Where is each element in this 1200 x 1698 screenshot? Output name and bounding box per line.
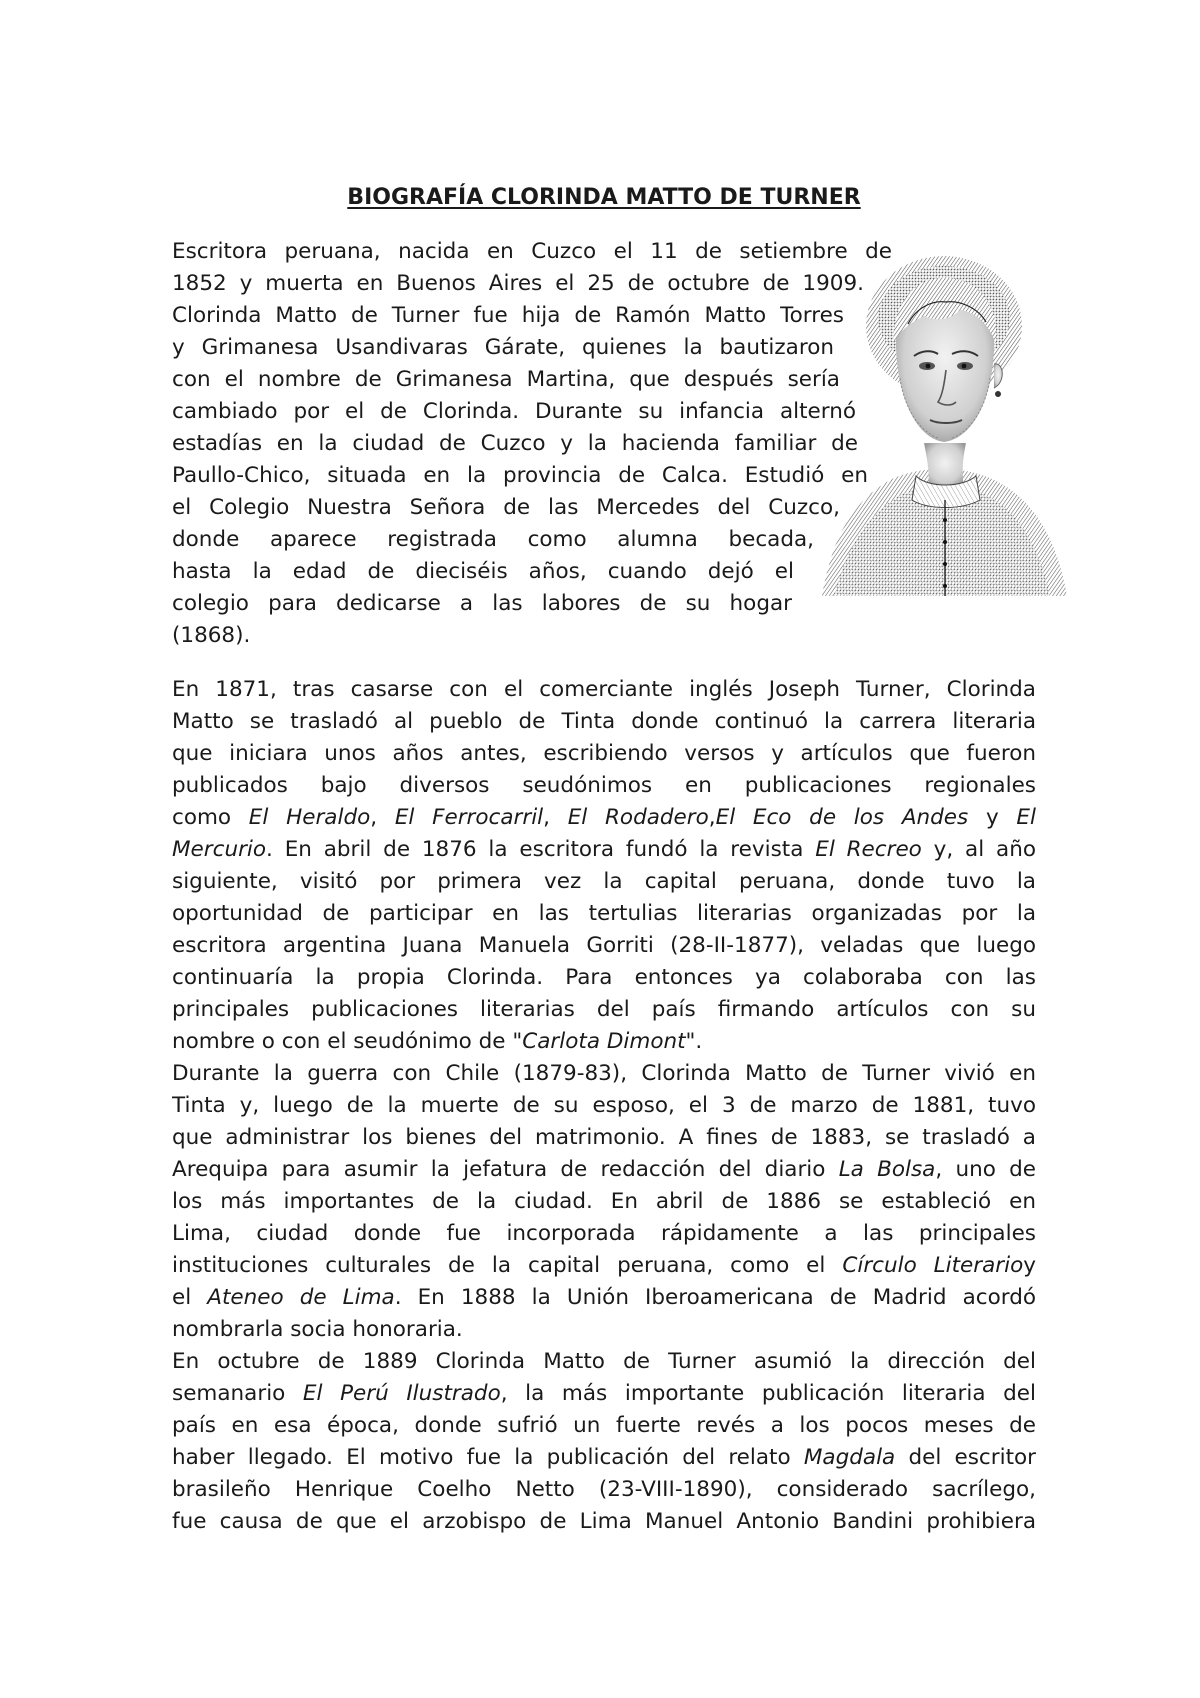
publication-title: El Ferrocarril [394, 805, 544, 830]
text-line: donde aparece registrada como alumna becada, [172, 527, 814, 552]
text-span: instituciones culturales de la capital peruana, como el [172, 1253, 843, 1278]
publication-title: El Eco de los Andes [715, 805, 969, 830]
text-line-mixed [172, 1378, 1036, 1410]
text-span: , [370, 805, 395, 830]
text-line: 1852 y muerta en Buenos Aires el 25 de octubre de 1909. [172, 271, 864, 296]
text-line: el Colegio Nuestra Señora de las Mercedes del Cuzco, [172, 495, 840, 520]
institution-name: Círculo Literario [842, 1253, 1024, 1278]
text-line: En octubre de 1889 Clorinda Matto de Turner asumió la dirección del [172, 1349, 1036, 1374]
publication-title: Mercurio [172, 837, 267, 862]
text-span: . En abril de 1876 la escritora fundó la revista [266, 837, 816, 862]
text-span: y, al año [921, 837, 1036, 862]
text-line: Matto se trasladó al pueblo de Tinta donde continuó la carrera literaria [172, 709, 1036, 734]
text-span: haber llegado. El motivo fue la publicación del relato [172, 1445, 804, 1470]
text-line: que iniciara unos años antes, escribiendo versos y artículos que fueron [172, 741, 1036, 766]
pseudonym: Carlota Dimont [522, 1029, 686, 1054]
text-line: fue causa de que el arzobispo de Lima Manuel Antonio Bandini prohibiera [172, 1509, 1036, 1534]
text-line: escritora argentina Juana Manuela Gorriti (28-II-1877), veladas que luego [172, 933, 1036, 958]
text-span: el [172, 1285, 208, 1310]
publication-title: El Perú Ilustrado [302, 1381, 501, 1406]
text-span: como [172, 805, 249, 830]
text-line: continuaría la propia Clorinda. Para entonces ya colaboraba con las [172, 965, 1036, 990]
text-line: con el nombre de Grimanesa Martina, que después sería [172, 367, 840, 392]
text-line: y Grimanesa Usandivaras Gárate, quienes la bautizaron [172, 335, 834, 360]
paragraph-intro [172, 236, 1036, 652]
text-line: cambiado por el de Clorinda. Durante su infancia alternó [172, 399, 856, 424]
publication-title: El [1016, 805, 1036, 830]
text-span: , uno de [935, 1157, 1036, 1182]
text-span: . En 1888 la Unión Iberoamericana de Madrid acordó [394, 1285, 1036, 1310]
work-title: Magdala [803, 1445, 896, 1470]
text-line-mixed [172, 1282, 1036, 1314]
text-line: Escritora peruana, nacida en Cuzco el 11 de setiembre de [172, 239, 892, 264]
text-span: , [543, 805, 568, 830]
text-line: brasileño Henrique Coelho Netto (23-VIII-1890), considerado sacrílego, [172, 1477, 1036, 1502]
text-span: ". [685, 1029, 703, 1054]
text-span: , la más importante publicación literaria del [500, 1381, 1036, 1406]
text-line: publicados bajo diversos seudónimos en publicaciones regionales [172, 773, 1036, 798]
text-span: , [708, 805, 716, 830]
paragraph-body [172, 674, 1036, 1538]
text-line: Tinta y, luego de la muerte de su esposo, el 3 de marzo de 1881, tuvo [172, 1093, 1036, 1118]
text-line-mixed [172, 1026, 1036, 1058]
publication-title: El Recreo [815, 837, 922, 862]
text-line-mixed [172, 1442, 1036, 1474]
text-line: (1868). [172, 623, 251, 648]
publication-title: El Rodadero [567, 805, 709, 830]
text-line: nombrarla socia honoraria. [172, 1317, 463, 1342]
institution-name: Ateneo de Lima [207, 1285, 395, 1310]
text-line: siguiente, visitó por primera vez la capital peruana, donde tuvo la [172, 869, 1036, 894]
text-line: En 1871, tras casarse con el comerciante inglés Joseph Turner, Clorinda [172, 677, 1036, 702]
text-span: nombre o con el seudónimo de " [172, 1029, 523, 1054]
text-line: Lima, ciudad donde fue incorporada rápidamente a las principales [172, 1221, 1036, 1246]
text-span: Arequipa para asumir la jefatura de redacción del diario [172, 1157, 839, 1182]
text-line: que administrar los bienes del matrimonio. A fines de 1883, se trasladó a [172, 1125, 1036, 1150]
text-line: país en esa época, donde sufrió un fuerte revés a los pocos meses de [172, 1413, 1036, 1438]
text-line: los más importantes de la ciudad. En abril de 1886 se estableció en [172, 1189, 1036, 1214]
text-line: hasta la edad de dieciséis años, cuando dejó el [172, 559, 794, 584]
text-span: y [1023, 1253, 1036, 1278]
text-span: del escritor [895, 1445, 1036, 1470]
text-line: colegio para dedicarse a las labores de su hogar [172, 591, 792, 616]
publication-title: El Heraldo [248, 805, 371, 830]
text-line: estadías en la ciudad de Cuzco y la hacienda familiar de [172, 431, 858, 456]
text-line-mixed [172, 1250, 1036, 1282]
text-line-mixed [172, 834, 1036, 866]
text-line-mixed [172, 802, 1036, 834]
text-span: semanario [172, 1381, 303, 1406]
text-line: principales publicaciones literarias del país firmando artículos con su [172, 997, 1036, 1022]
text-span: y [968, 805, 1017, 830]
page-title: BIOGRAFÍA CLORINDA MATTO DE TURNER [347, 185, 861, 210]
text-line: Paullo-Chico, situada en la provincia de Calca. Estudió en [172, 463, 868, 488]
publication-title: La Bolsa [838, 1157, 936, 1182]
text-line: Durante la guerra con Chile (1879-83), Clorinda Matto de Turner vivió en [172, 1061, 1036, 1086]
text-line: Clorinda Matto de Turner fue hija de Ramón Matto Torres [172, 303, 844, 328]
text-line-mixed [172, 1154, 1036, 1186]
text-line: oportunidad de participar en las tertulias literarias organizadas por la [172, 901, 1036, 926]
